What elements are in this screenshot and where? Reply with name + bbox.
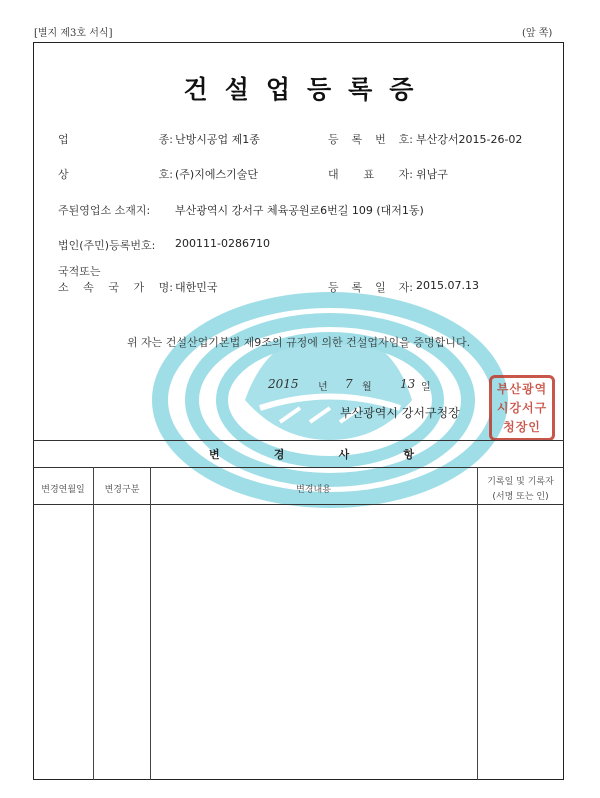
column-divider [93, 467, 94, 780]
issuer-name: 부산광역시 강서구청장 [340, 406, 460, 420]
representative-label: 대 표 자: [328, 168, 413, 181]
nationality-label-line1: 국적또는 [58, 265, 101, 278]
representative-value: 위남구 [416, 168, 448, 181]
office-address-label: 주된영업소 소재지: [58, 204, 151, 217]
section-divider [33, 440, 564, 441]
issue-year: 2015 [268, 377, 299, 391]
column-header-change-date: 변경연월일 [41, 485, 85, 495]
trade-name-label: 상 호: [58, 168, 173, 181]
changes-title: 변 경 사 항 [209, 448, 414, 461]
issue-month-unit: 월 [362, 382, 372, 393]
changes-header-top [33, 467, 564, 468]
issue-year-unit: 년 [318, 382, 328, 393]
changes-header-bottom [33, 504, 564, 505]
page-side-label: (앞 쪽) [522, 28, 553, 39]
issue-day: 13 [400, 377, 416, 391]
label-char: 종: [158, 133, 173, 146]
registration-date-label: 등 록 일 자: [328, 281, 413, 294]
business-type-value: 난방시공업 제1종 [175, 133, 260, 146]
column-header-change-type: 변경구분 [104, 485, 140, 495]
column-header-change-content: 변경내용 [296, 485, 331, 495]
column-divider [150, 467, 151, 780]
emblem-watermark-icon [150, 290, 510, 510]
column-divider [477, 467, 478, 780]
label-char: 업 [58, 133, 69, 146]
form-number: [별지 제3호 서식] [34, 28, 113, 39]
nationality-value: 대한민국 [175, 281, 218, 294]
official-seal-icon: 부산광역 시강서구 청장인 [489, 375, 555, 441]
registration-no-label: 등 록 번 호: [328, 133, 413, 146]
document-title: 건설업등록증 [183, 75, 431, 104]
registration-no-value: 부산강서2015-26-02 [416, 133, 523, 146]
corporate-id-label: 법인(주민)등록번호: [58, 239, 156, 252]
business-type-label [58, 131, 173, 147]
registration-date-value: 2015.07.13 [416, 279, 479, 292]
nationality-label-line2: 소 속 국 가 명: [58, 281, 173, 294]
office-address-value: 부산광역시 강서구 체육공원로6번길 109 (대저1동) [175, 204, 424, 217]
issue-day-unit: 일 [421, 382, 431, 393]
column-header-signature: (서명 또는 인) [492, 492, 549, 502]
column-header-record-date: 기록일 및 기록자 [487, 477, 554, 487]
trade-name-value: (주)지에스기술단 [175, 168, 258, 181]
issue-month: 7 [345, 377, 353, 391]
certification-statement: 위 자는 건설산업기본법 제9조의 규정에 의한 건설업자임을 증명합니다. [126, 336, 471, 349]
corporate-id-value: 200111-0286710 [175, 237, 270, 250]
